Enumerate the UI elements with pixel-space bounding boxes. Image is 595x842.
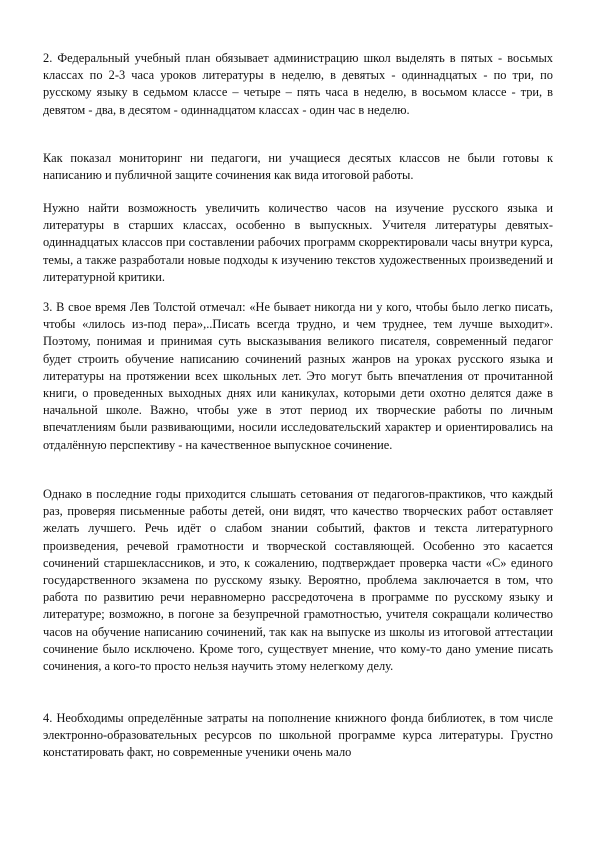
paragraph-monitoring: Как показал мониторинг ни педагоги, ни учащиеся десятых классов не были готовы к написанию и публичной защите сочинения как вида итоговой работы. xyxy=(43,151,553,183)
paragraph-increase-hours: Нужно найти возможность увеличить количество часов на изучение русского языка и литературы в старших классах, особенно в выпускных. Учителя литературы девятых-одиннадцатых классов при составлении рабочих программ скорректировали часы внутри курса, темы, а также разработали новые подходы к изучению текстов художественных произведений и литературной критики. xyxy=(43,201,553,284)
paragraph-curriculum-hours: 2. Федеральный учебный план обязывает администрацию школ выделять в пятых - восьмых классах по 2-3 часа уроков литературы в неделю, в девятых - одиннадцатых - по три, по русскому языку в седьмом классе – четыре – пять часа в неделю, в восьмом классе - три, в девятом - два, в десятом - одиннадцатом классах - один час в неделю. xyxy=(43,51,553,117)
paragraph-tolstoy-quote: 3. В свое время Лев Толстой отмечал: «Не бывает никогда ни у кого, чтобы было легко писать, чтобы «лилось из-под пера»,..Писать всегда трудно, и чем труднее, тем лучше выходит». Поэтому, понимая и принимая суть высказывания великого писателя, современный педагог будет строить обучение написанию сочинений разных жанров на уроках русского языка и литературы на протяжении всех школьных лет. Это могут быть впечатления от прочитанной книги, о проведенных выходных днях или каникулах, которыми дети охотно делятся даже в начальной школе. Важно, чтобы уже в этот период их творческие работы по личным впечатлениям были развивающими, носили исследовательский характер и ориентировались на отдалённую перспективу - на качественное выпускное сочинение. xyxy=(43,300,553,452)
paragraph-teachers-concerns: Однако в последние годы приходится слышать сетования от педагогов-практиков, что каждый раз, проверяя письменные работы детей, они видят, что качество творческих работ оставляет желать лучшего. Речь идёт о слабом знании событий, фактов и текста литературного произведения, речевой грамотности и творческой составляющей. Особенно это касается сочинений старшеклассников, и это, к сожалению, подтверждает проверка части «С» единого государственного экзамена по русскому языку. Вероятно, проблема заключается в том, что работа по развитию речи неравномерно рассредоточена в программе по русскому языку и литературе; возможно, в погоне за безупречной грамотностью, учителя сокращали количество часов на обучение написанию сочинений, так как на выпуске из школы из итоговой аттестации сочинение было исключено. Кроме того, существует мнение, что кому-то дано умение писать сочинения, а кого-то просто нельзя научить этому нелегкому делу. xyxy=(43,487,553,674)
paragraph-library-funding: 4. Необходимы определённые затраты на пополнение книжного фонда библиотек, в том числе электронно-образовательных ресурсов по школьной программе курса литературы. Грустно констатировать факт, но современные ученики очень мало xyxy=(43,711,553,760)
